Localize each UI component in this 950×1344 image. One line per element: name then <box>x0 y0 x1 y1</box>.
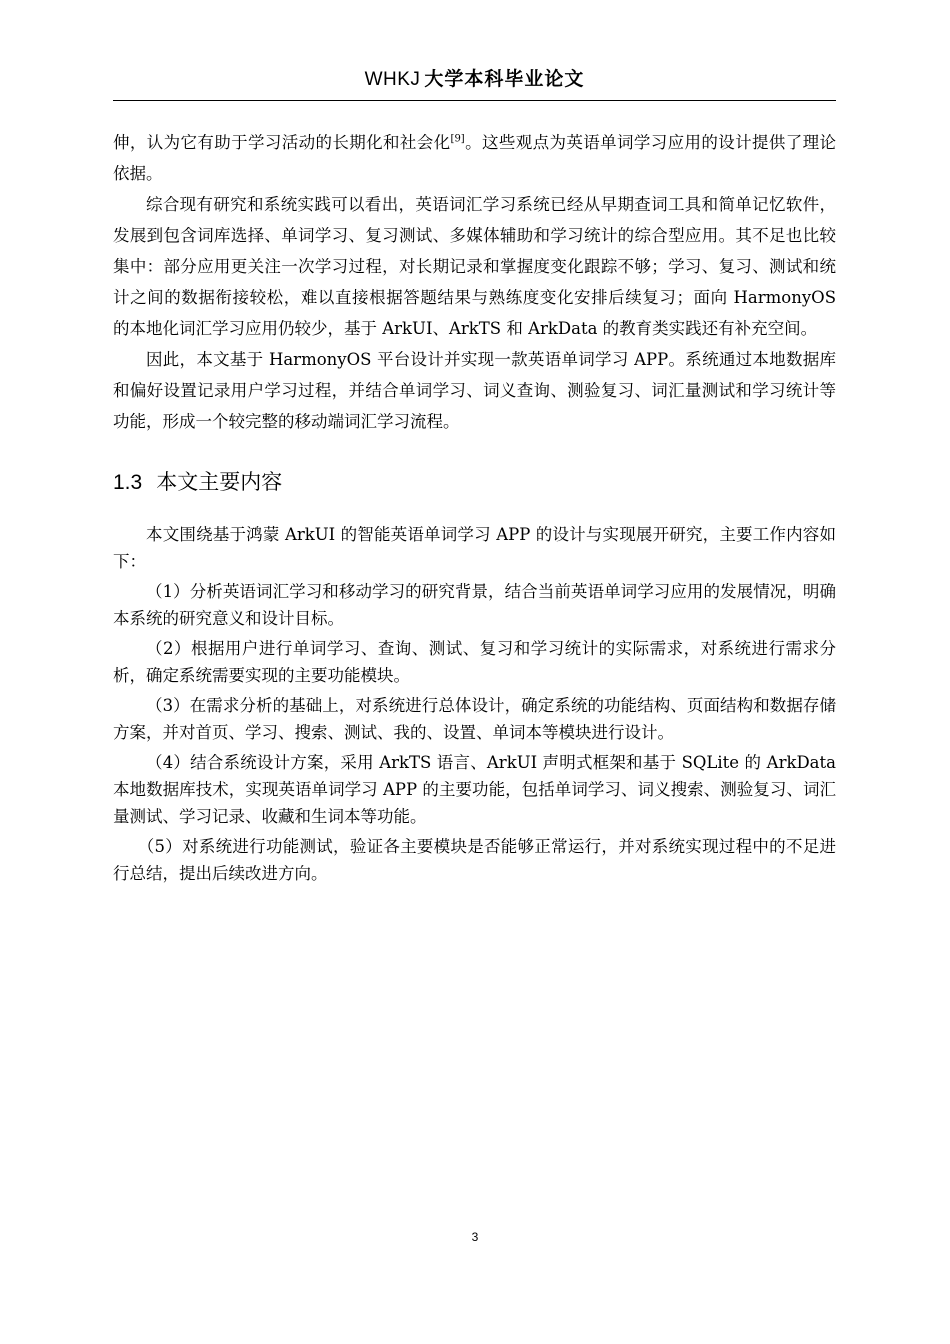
citation-marker: [9] <box>450 133 465 145</box>
paragraph-text: 伸，认为它有助于学习活动的长期化和社会化 <box>113 133 451 152</box>
list-item: （2）根据用户进行单词学习、查询、测试、复习和学习统计的实际需求，对系统进行需求分析，确定系统需要实现的主要功能模块。 <box>113 639 836 685</box>
paragraph-continuation <box>113 127 836 189</box>
paragraph-text: 。这些观点为英语单词学习应用的设计提供了理论依据。 <box>113 133 837 183</box>
list-item: （5）对系统进行功能测试，验证各主要模块是否能够正常运行，并对系统实现过程中的不足进行总结，提出后续改进方向。 <box>113 837 836 883</box>
list-item: （1）分析英语词汇学习和移动学习的研究背景，结合当前英语单词学习应用的发展情况，明确本系统的研究意义和设计目标。 <box>113 582 836 628</box>
list-item: （3）在需求分析的基础上，对系统进行总体设计，确定系统的功能结构、页面结构和数据存储方案，并对首页、学习、搜索、测试、我的、设置、单词本等模块进行设计。 <box>113 696 836 742</box>
main-content-list <box>113 521 836 887</box>
page-content <box>113 127 836 887</box>
section-number: 1.3 <box>113 471 143 494</box>
page-number: 3 <box>471 1230 479 1244</box>
section-heading <box>113 467 836 497</box>
header-code: WHKJ <box>364 69 421 90</box>
page-header <box>113 62 836 101</box>
list-intro: 本文围绕基于鸿蒙 ArkUI 的智能英语单词学习 APP 的设计与实现展开研究，主要工作内容如下： <box>113 525 836 571</box>
header-title: 大学本科毕业论文 <box>424 68 585 90</box>
list-item: （4）结合系统设计方案，采用 ArkTS 语言、ArkUI 声明式框架和基于 SQLite 的 ArkData 本地数据库技术，实现英语单词学习 APP 的主要功能，包括单词学习、词义搜索、测验复习、词汇量测试、学习记录、收藏和生词本等功能。 <box>113 753 836 826</box>
paragraph-conclusion: 因此，本文基于 HarmonyOS 平台设计并实现一款英语单词学习 APP。系统通过本地数据库和偏好设置记录用户学习过程，并结合单词学习、词义查询、测验复习、词汇量测试和学习统计等功能，形成一个较完整的移动端词汇学习流程。 <box>113 350 836 431</box>
section-title: 本文主要内容 <box>156 470 283 494</box>
paragraph-summary: 综合现有研究和系统实践可以看出，英语词汇学习系统已经从早期查词工具和简单记忆软件，发展到包含词库选择、单词学习、复习测试、多媒体辅助和学习统计的综合型应用。其不足也比较集中：部分应用更关注一次学习过程，对长期记录和掌握度变化跟踪不够；学习、复习、测试和统计之间的数据衔接较松，难以直接根据答题结果与熟练度变化安排后续复习；面向 HarmonyOS 的本地化词汇学习应用仍较少，基于 ArkUI、ArkTS 和 ArkData 的教育类实践还有补充空间。 <box>113 195 836 338</box>
